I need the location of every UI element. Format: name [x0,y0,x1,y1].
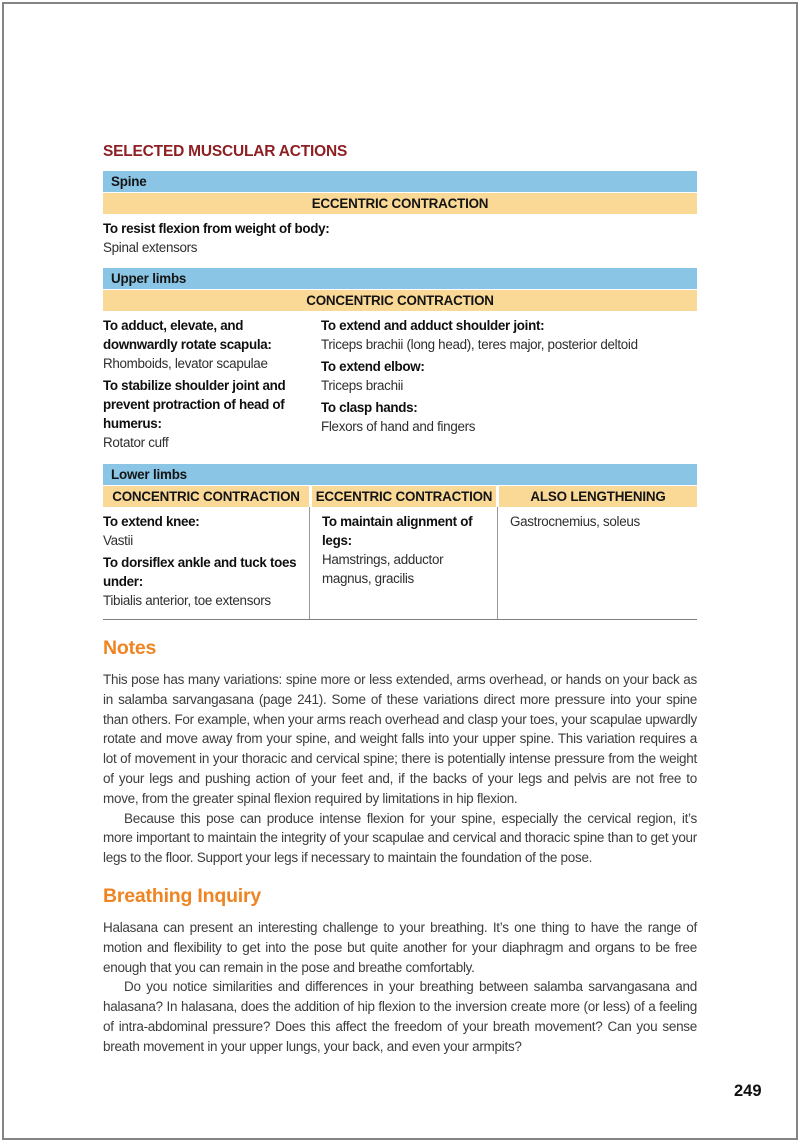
table-entry [103,316,301,373]
table-entry [103,376,301,452]
action-label: To stabilize shoulder joint and prevent protraction of head of humerus: [103,378,286,431]
table-entry [321,357,697,395]
muscular-actions-table [103,171,697,620]
spine-entries [103,214,697,263]
table-entry [103,219,697,257]
breathing-inquiry-section [103,885,697,1057]
column-header-concentric-contraction: CONCENTRIC CONTRACTION [103,486,309,507]
page-content [103,143,697,1057]
upper-limbs-left-column [103,316,309,452]
section-bar-lower-limbs: Lower limbs [103,464,697,485]
action-label: To maintain alignment of legs: [322,514,473,548]
table-entry [321,398,697,436]
muscle-list: Gastrocnemius, soleus [510,514,640,529]
breathing-paragraph: Do you notice similarities and differences in your breathing between salamba sarvangasana and halasana? In halasana, does the addition of hip flexion to the inversion create more (or less) of a feeling of intra-abdominal pressure? Does this affect the freedom of your breath movement? Can you sense breath movement in your upper lungs, your back, and even your armpits? [103,979,697,1054]
upper-limbs-entries [103,311,697,459]
action-label: To extend elbow: [321,359,425,374]
lower-limbs-column-also-lengthening [498,507,697,619]
breathing-paragraph: Halasana can present an interesting challenge to your breathing. It’s one thing to have the range of motion and flexibility to get into the pose but quite another for your diaphragm and organs to be free enough that you can remain in the pose and breathe comfortably. [103,919,697,975]
muscle-list: Triceps brachii (long head), teres major, posterior deltoid [321,337,638,352]
muscle-list: Spinal extensors [103,240,198,255]
action-label: To adduct, elevate, and downwardly rotate scapula: [103,318,272,352]
section-bar-spine: Spine [103,171,697,192]
table-entry [322,512,489,588]
table-entry [103,512,301,550]
lower-limbs-column-eccentric [310,507,498,619]
muscle-list: Rhomboids, levator scapulae [103,356,268,371]
column-header-eccentric-contraction: ECCENTRIC CONTRACTION [103,193,697,214]
muscle-list: Rotator cuff [103,435,169,450]
table-entry [510,512,697,531]
notes-section [103,637,697,868]
column-header-also-lengthening: ALSO LENGTHENING [499,486,697,507]
muscle-list: Triceps brachii [321,378,404,393]
action-label: To extend knee: [103,514,200,529]
muscle-list: Tibialis anterior, toe extensors [103,593,271,608]
table-entry [103,553,301,610]
action-label: To extend and adduct shoulder joint: [321,318,545,333]
section-bar-upper-limbs: Upper limbs [103,268,697,289]
action-label: To clasp hands: [321,400,418,415]
column-header-eccentric-contraction: ECCENTRIC CONTRACTION [312,486,496,507]
muscle-list: Vastii [103,533,133,548]
breathing-inquiry-heading: Breathing Inquiry [103,884,262,907]
action-label: To resist flexion from weight of body: [103,221,330,236]
action-label: To dorsiflex ankle and tuck toes under: [103,555,297,589]
muscle-list: Flexors of hand and fingers [321,419,476,434]
lower-limbs-column-concentric [103,507,310,619]
table-title: SELECTED MUSCULAR ACTIONS [103,143,348,160]
column-header-concentric-contraction: CONCENTRIC CONTRACTION [103,290,697,311]
notes-paragraph: Because this pose can produce intense flexion for your spine, especially the cervical region, it’s more important to maintain the integrity of your scapulae and cervical and thoracic spine than to get your legs to the floor. Support your legs if necessary to maintain the foundation of the pose. [103,810,697,866]
notes-paragraph: This pose has many variations: spine more or less extended, arms overhead, or hands on your back as in salamba sarvangasana (page 241). Some of these variations direct more pressure into your spine than others. For example, when your arms reach overhead and clasp your toes, your scapulae upwardly rotate and move away from your spine, and weight falls into your upper spine. This variation requires a lot of movement in your thoracic and cervical spine; there is potentially intense pressure from the weight of your legs and pushing action of your feet and, if the backs of your legs and pelvis are not free to move, from the greater spinal flexion required by limitations in hip flexion. [103,672,697,806]
page-number: 249 [734,1082,762,1100]
muscle-list: Hamstrings, adductor magnus, gracilis [322,552,444,586]
lower-limbs-header-row [103,486,697,507]
lower-limbs-entries [103,507,697,620]
notes-heading: Notes [103,637,157,659]
upper-limbs-right-column [309,316,697,452]
table-entry [321,316,697,354]
